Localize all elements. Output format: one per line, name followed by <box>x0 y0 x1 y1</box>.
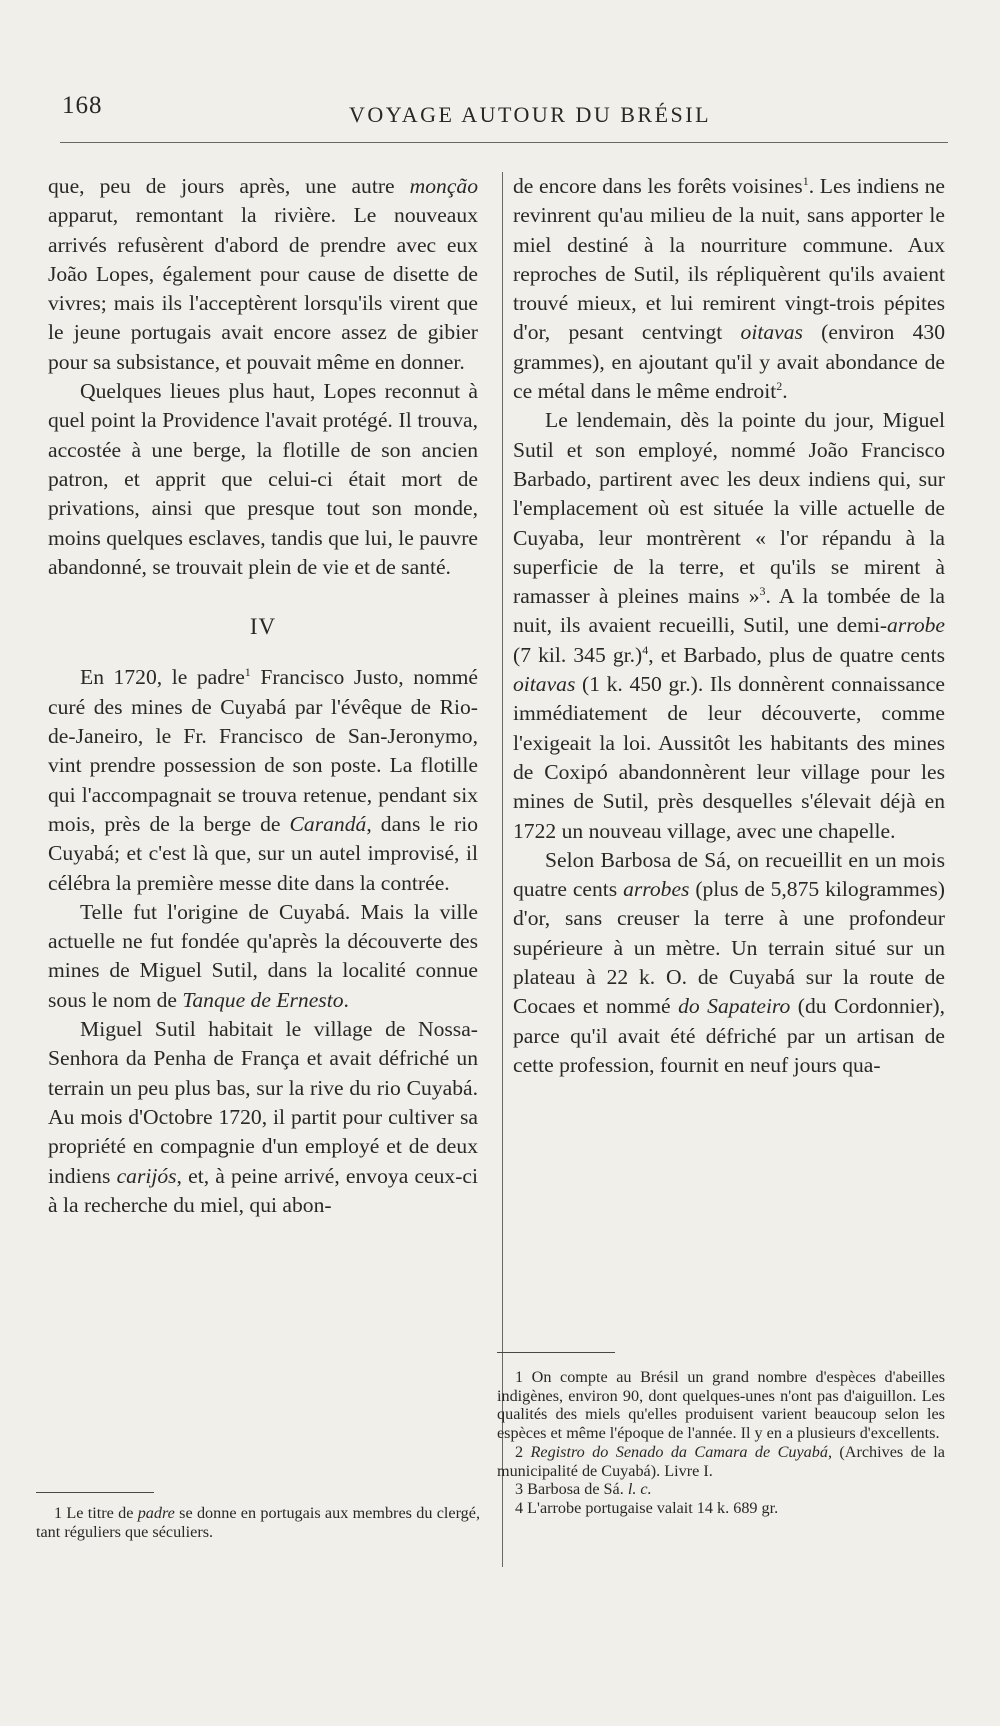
page-number: 168 <box>62 92 103 119</box>
paragraph: que, peu de jours après, une autre monção apparut, remontant la rivière. Le nouveaux arrivés refusèrent d'abord de prendre avec eux João Lopes, également pour cause de disette de vivres; mais ils l'acceptèrent lorsqu'ils virent que le jeune portugais avait encore assez de gibier pour sa subsistance, et pouvait même en donner. <box>48 174 478 374</box>
paragraph: Miguel Sutil habitait le village de Nossa-Senhora da Penha de França et avait défriché un terrain un peu plus bas, sur la rive du rio Cuyabá. Au mois d'Octobre 1720, il partit pour cultiver sa propriété en compagnie d'un employé et de deux indiens carijós, et, à peine arrivé, envoya ceux-ci à la recherche du miel, qui abon- <box>48 1017 478 1217</box>
footnote-ref: 1 <box>802 173 809 188</box>
footnote-rule <box>36 1492 154 1493</box>
footnote: 1 Le titre de padre se donne en portugais aux membres du clergé, tant réguliers que séculiers. <box>36 1504 480 1541</box>
footnote-rule <box>497 1352 615 1353</box>
running-title: VOYAGE AUTOUR DU BRÉSIL <box>348 102 712 127</box>
footnote-ref: 4 <box>642 642 649 657</box>
paragraph: Quelques lieues plus haut, Lopes reconnut à quel point la Providence l'avait protégé. Il trouva, accostée à une berge, la flotille de son ancien patron, et apprit que celui-ci était mort de privations, ainsi que presque tout son monde, moins quelques esclaves, tandis que lui, le pauvre abandonné, se trouvait plein de vie et de santé. <box>48 379 478 579</box>
column-divider <box>502 172 503 1567</box>
paragraph: Le lendemain, dès la pointe du jour, Miguel Sutil et son employé, nommé João Francisco Barbado, partirent avec les deux indiens qui, sur l'emplacement où est située la ville actuelle de Cuyaba, leur montrèrent « l'or répandu à la superficie de la terre, et qu'ils se mirent à ramasser à pleines mains »$^3$. A la tombée de la nuit, ils avaient recueilli, Sutil, une demi-arrobe (7 kil. 345 gr.)$^4$, et Barbado, plus de quatre cents oitavas (1 k. 450 gr.). Ils donnèrent connaissance immédiatement de leur découverte, comme l'exigeait la loi. Aussitôt les habitants des mines de Coxipó abandonnèrent leur village pour les mines de Sutil, près desquelles s'élevait déjà en 1722 un nouveau village, avec une chapelle. <box>513 408 946 843</box>
section-heading: IV <box>249 614 277 640</box>
right-column <box>513 172 945 1080</box>
footnote: 1 On compte au Brésil un grand nombre d'espèces d'abeilles indigènes, environ 90, dont quelques-unes n'ont pas d'aiguillon. Les qualités des miels qu'elles produisent varient beaucoup selon les espèces et même l'époque de l'année. Il y en a plusieurs d'excellents. <box>497 1368 945 1443</box>
footnotes-right <box>497 1368 945 1518</box>
paragraph: Telle fut l'origine de Cuyabá. Mais la ville actuelle ne fut fondée qu'après la découverte des mines de Miguel Sutil, dans la localité connue sous le nom de Tanque de Ernesto. <box>48 899 478 1012</box>
paragraph: de encore dans les forêts voisines$^1$. Les indiens ne revinrent qu'au milieu de la nuit, sans apporter le miel destiné à la nourriture commune. Aux reproches de Sutil, ils répliquèrent qu'ils avaient trouvé mieux, et lui remirent vingt-trois pépites d'or, pesant centvingt oitavas (environ 430 grammes), en ajoutant qu'il y avait abondance de ce métal dans le même endroit$^2$. <box>513 173 945 404</box>
footnote: 3 Barbosa de Sá. l. c. <box>515 1480 652 1499</box>
paragraph: En 1720, le padre$^1$ Francisco Justo, nommé curé des mines de Cuyabá par l'évêque de Rio-de-Janeiro, le Fr. Francisco de San-Jeronymo, vint prendre possession de son poste. La flotille qui l'accompagnait se trouva retenue, pendant six mois, près de la berge de Carandá, dans le rio Cuyabá; et c'est là que, sur un autel improvisé, il célébra la première messe dite dans la contrée. <box>48 665 479 895</box>
paragraph: Selon Barbosa de Sá, on recueillit en un mois quatre cents arrobes (plus de 5,875 kilogrammes) d'or, sans creuser la terre à une profondeur supérieure à un mètre. Un terrain situé sur un plateau à 22 k. O. de Cuyabá sur la route de Cocaes et nommé do Sapateiro (du Cordonnier), parce qu'il avait été défriché par un artisan de cette profession, fournit en neuf jours qua- <box>513 847 946 1077</box>
footnotes-left <box>36 1504 480 1541</box>
footnote: 4 L'arrobe portugaise valait 14 k. 689 gr. <box>515 1498 779 1517</box>
footnote-ref: 2 <box>776 378 783 393</box>
footnote-ref: 1 <box>244 665 251 680</box>
left-column <box>48 172 478 1220</box>
header-rule <box>60 142 948 143</box>
footnote-ref: 3 <box>759 583 766 598</box>
footnote: 2 Registro do Senado da Camara de Cuyabá, (Archives de la municipalité de Cuyabá). Livre I. <box>497 1442 945 1480</box>
